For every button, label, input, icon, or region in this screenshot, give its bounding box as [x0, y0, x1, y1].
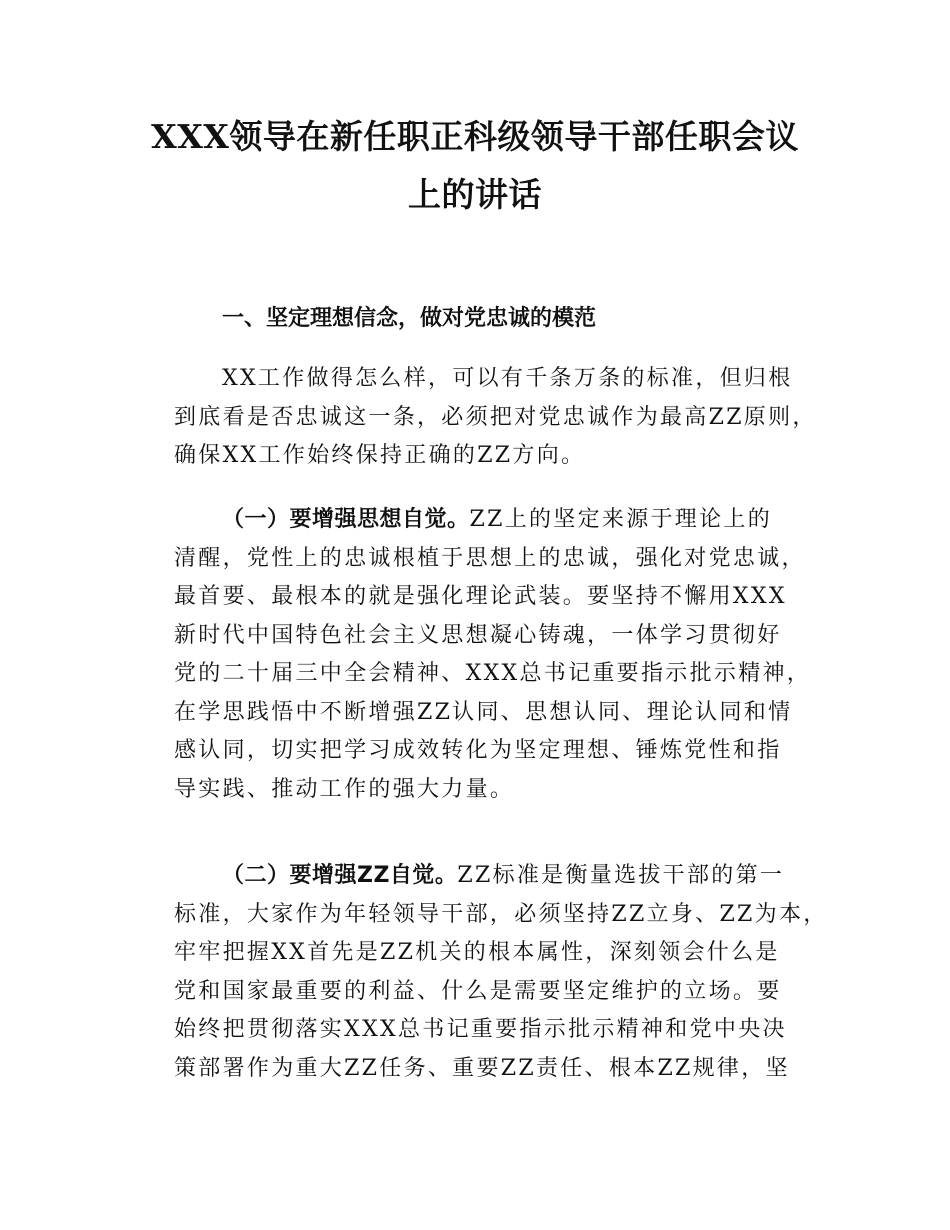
title-line-1: XXX领导在新任职正科级领导干部任职会议 — [151, 117, 799, 156]
paragraph-line: 感认同，切实把学习成效转化为坚定理想、锤炼党性和指 — [174, 738, 782, 763]
paragraph-line: 最首要、最根本的就是强化理论武装。要坚持不懈用XXX — [174, 584, 787, 609]
paragraph-line: 党和国家最重要的利益、什么是需要坚定维护的立场。要 — [174, 978, 782, 1004]
subsection-2-first-line: ZZ标准是衡量选拔干部的第一 — [457, 863, 785, 888]
section-heading: 一、坚定理想信念，做对党忠诚的模范 — [222, 306, 597, 331]
paragraph-line — [174, 857, 834, 896]
subsection-1-paragraph — [174, 501, 834, 809]
paragraph-line: 在学思践悟中不断增强ZZ认同、思想认同、理论认同和情 — [174, 699, 793, 725]
paragraph-line: 到底看是否忠诚这一条，必须把对党忠诚作为最高ZZ原则， — [174, 404, 817, 430]
paragraph-line: 策部署作为重大ZZ任务、重要ZZ责任、根本ZZ规律，坚 — [174, 1055, 790, 1081]
title-line-2: 上的讲话 — [408, 175, 542, 214]
paragraph-line: 牢牢把握XX首先是ZZ机关的根本属性，深刻领会什么是 — [174, 940, 780, 965]
paragraph-line: 确保XX工作始终保持正确的ZZ方向。 — [174, 443, 586, 468]
paragraph-line: 新时代中国特色社会主义思想凝心铸魂，一体学习贯彻好 — [174, 622, 782, 648]
subsection-2-paragraph — [174, 857, 834, 1088]
subsection-1-lead: （一）要增强思想自觉。 — [222, 507, 470, 532]
subsection-1-first-line: ZZ上的坚定来源于理论上的 — [469, 507, 772, 532]
subsection-2-lead: （二）要增强ZZ自觉。 — [222, 863, 458, 888]
paragraph-line — [174, 501, 834, 540]
paragraph-line: 始终把贯彻落实XXX总书记重要指示批示精神和党中央决 — [174, 1017, 787, 1042]
paragraph-line: 清醒，党性上的忠诚根植于思想上的忠诚，强化对党忠诚， — [174, 545, 806, 571]
intro-paragraph — [174, 360, 834, 476]
paragraph-line: 标准，大家作为年轻领导干部，必须坚持ZZ立身、ZZ为本， — [174, 901, 828, 927]
document-title — [120, 108, 830, 224]
paragraph-line: 党的二十届三中全会精神、XXX总书记重要指示批示精神， — [174, 661, 812, 686]
paragraph-line: 导实践、推动工作的强大力量。 — [174, 776, 515, 802]
paragraph-line: XX工作做得怎么样，可以有千条万条的标准，但归根 — [222, 366, 793, 391]
